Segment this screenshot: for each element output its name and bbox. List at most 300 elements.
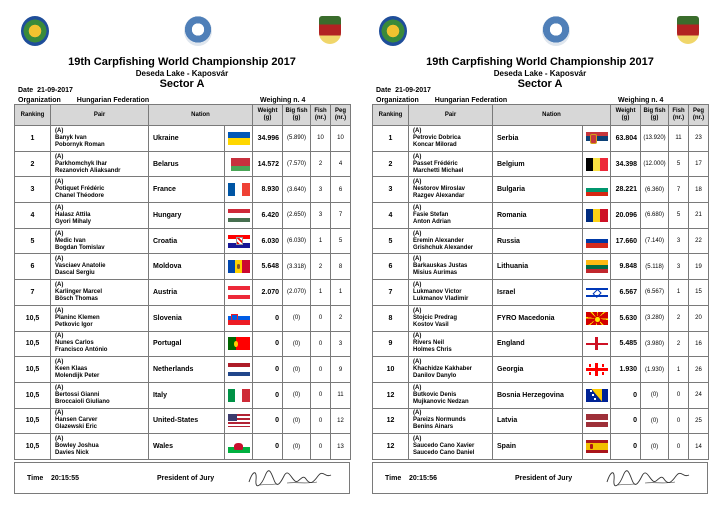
pair-cell <box>409 357 493 383</box>
big-fish-cell: (0) <box>283 305 311 331</box>
weight-cell: 28.221 <box>611 177 641 203</box>
pair-sector: (A) <box>55 256 64 263</box>
pair-angler-1: Vasciaev Anatolie <box>55 263 106 270</box>
pair-cell <box>51 254 149 280</box>
date-value: 21-09-2017 <box>37 87 73 94</box>
big-fish-cell: (0) <box>283 434 311 460</box>
pair-angler-2: Bösch Thomas <box>55 295 99 302</box>
table-row <box>15 228 351 254</box>
moldova-flag-icon <box>228 260 250 273</box>
pair-angler-1: Banyk Ivan <box>55 134 87 141</box>
championship-title: 19th Carpfishing World Championship 2017 <box>68 56 296 68</box>
pair-cell <box>51 382 149 408</box>
weight-cell: 0 <box>253 305 283 331</box>
pair-angler-2: Petkovic Igor <box>55 321 93 328</box>
weight-cell: 5.485 <box>611 331 641 357</box>
table-row <box>15 357 351 383</box>
pair-angler-2: Grishchuk Alexander <box>413 244 474 251</box>
nation-cell: Hungary <box>149 203 225 229</box>
pair-angler-2: Dascal Sergiu <box>55 270 95 277</box>
pair-sector: (A) <box>413 307 422 314</box>
pair-sector: (A) <box>55 384 64 391</box>
pair-cell <box>51 357 149 383</box>
big-fish-cell: (3.980) <box>641 331 669 357</box>
nation-cell: Bulgaria <box>493 177 583 203</box>
hungary-flag-icon <box>228 209 250 222</box>
pair-cell <box>51 434 149 460</box>
big-fish-cell: (0) <box>283 357 311 383</box>
pair-angler-2: Rezanovich Aliaksandr <box>55 167 121 174</box>
flag-cell <box>583 357 611 383</box>
weight-cell: 0 <box>611 434 641 460</box>
pair-angler-2: Gyori Mihaly <box>55 218 92 225</box>
flag-cell <box>225 280 253 306</box>
flag-cell <box>225 357 253 383</box>
weighing-number: Weighing n. 4 <box>618 97 664 104</box>
peg-cell: 26 <box>689 357 709 383</box>
ranking-cell: 12 <box>373 382 409 408</box>
pair-angler-1: Parkhomchyk Ihar <box>55 160 108 167</box>
fish-count-cell: 3 <box>311 203 331 229</box>
big-fish-cell: (5.118) <box>641 254 669 280</box>
big-fish-cell: (13.920) <box>641 126 669 152</box>
flag-cell <box>225 382 253 408</box>
peg-cell: 3 <box>331 331 351 357</box>
peg-cell: 16 <box>689 331 709 357</box>
pair-cell <box>409 151 493 177</box>
pair-cell <box>409 331 493 357</box>
ranking-cell: 10,5 <box>15 382 51 408</box>
pair-angler-2: Misius Aurimas <box>413 270 458 277</box>
nation-cell: Belgium <box>493 151 583 177</box>
pair-cell <box>409 177 493 203</box>
pair-sector: (A) <box>55 179 64 186</box>
header-pair: Pair <box>51 105 149 126</box>
nation-cell: Moldova <box>149 254 225 280</box>
peg-cell: 24 <box>689 382 709 408</box>
nation-cell: Wales <box>149 434 225 460</box>
fish-count-cell: 0 <box>669 382 689 408</box>
peg-cell: 11 <box>331 382 351 408</box>
ranking-cell: 10,5 <box>15 408 51 434</box>
weight-cell: 0 <box>253 408 283 434</box>
table-row <box>373 434 709 460</box>
peg-cell: 25 <box>689 408 709 434</box>
croatia-flag-icon <box>228 235 250 248</box>
weight-cell: 6.567 <box>611 280 641 306</box>
flag-cell <box>583 280 611 306</box>
pair-sector: (A) <box>55 410 64 417</box>
big-fish-cell: (6.360) <box>641 177 669 203</box>
footer-box <box>372 462 708 494</box>
table-row <box>373 151 709 177</box>
pair-cell <box>51 305 149 331</box>
bulgaria-flag-icon <box>586 183 608 196</box>
usa-flag-icon <box>228 414 250 427</box>
date-value: 21-09-2017 <box>395 87 431 94</box>
fish-count-cell: 10 <box>311 126 331 152</box>
pair-angler-2: Lukmanov Vladimir <box>413 295 469 302</box>
ranking-cell: 9 <box>373 331 409 357</box>
ranking-cell: 1 <box>15 126 51 152</box>
fish-count-cell: 0 <box>311 434 331 460</box>
table-row <box>373 382 709 408</box>
championship-title: 19th Carpfishing World Championship 2017 <box>426 56 654 68</box>
nation-cell: Latvia <box>493 408 583 434</box>
peg-cell: 17 <box>689 151 709 177</box>
weight-cell: 20.096 <box>611 203 641 229</box>
ranking-cell: 6 <box>15 254 51 280</box>
nation-cell: Lithuania <box>493 254 583 280</box>
pair-sector: (A) <box>413 384 422 391</box>
championship-logo-icon <box>542 16 570 46</box>
table-row <box>15 434 351 460</box>
pair-angler-1: Lukmanov Victor <box>413 288 462 295</box>
flag-cell <box>583 228 611 254</box>
ranking-cell: 4 <box>373 203 409 229</box>
jury-signature-icon <box>605 467 691 489</box>
table-header-row <box>15 105 351 126</box>
nation-cell: Netherlands <box>149 357 225 383</box>
slovenia-flag-icon <box>228 312 250 325</box>
pair-cell <box>409 434 493 460</box>
fish-count-cell: 0 <box>311 331 331 357</box>
nation-cell: FYRO Macedonia <box>493 305 583 331</box>
ranking-cell: 2 <box>373 151 409 177</box>
romania-flag-icon <box>586 209 608 222</box>
pair-angler-1: Karlinger Marcel <box>55 288 103 295</box>
big-fish-cell: (0) <box>283 408 311 434</box>
pair-angler-1: Nunes Carlos <box>55 340 94 347</box>
pair-angler-1: Planinc Klemen <box>55 314 100 321</box>
president-label: President of Jury <box>515 475 573 482</box>
table-row <box>373 357 709 383</box>
netherlands-flag-icon <box>228 363 250 376</box>
peg-cell: 21 <box>689 203 709 229</box>
latvia-flag-icon <box>586 414 608 427</box>
big-fish-cell: (7.140) <box>641 228 669 254</box>
peg-cell: 10 <box>331 126 351 152</box>
pair-sector: (A) <box>413 281 422 288</box>
pair-angler-2: Broccaioli Giuliano <box>55 398 110 405</box>
table-row <box>373 177 709 203</box>
austria-flag-icon <box>228 286 250 299</box>
header-weight: Weight (g) <box>253 105 283 126</box>
ranking-cell: 12 <box>373 408 409 434</box>
pair-angler-2: Mujkanovic Nedzan <box>413 398 469 405</box>
pair-angler-2: Francisco António <box>55 347 108 354</box>
peg-cell: 8 <box>331 254 351 280</box>
peg-cell: 20 <box>689 305 709 331</box>
big-fish-cell: (3.640) <box>283 177 311 203</box>
pair-angler-2: Davies Nick <box>55 450 89 457</box>
pair-angler-1: Rivers Neil <box>413 340 445 347</box>
ranking-cell: 10,5 <box>15 357 51 383</box>
pair-angler-1: Khachidze Kakhaber <box>413 366 473 373</box>
big-fish-cell: (3.318) <box>283 254 311 280</box>
president-label: President of Jury <box>157 475 215 482</box>
organization-value: Hungarian Federation <box>434 97 508 104</box>
pair-sector: (A) <box>55 204 64 211</box>
wales-flag-icon <box>228 440 250 453</box>
fish-count-cell: 1 <box>311 228 331 254</box>
big-fish-cell: (0) <box>283 382 311 408</box>
nation-cell: United-States <box>149 408 225 434</box>
pair-cell <box>409 203 493 229</box>
big-fish-cell: (7.570) <box>283 151 311 177</box>
pair-angler-1: Medic Ivan <box>55 237 86 244</box>
results-body <box>15 126 351 460</box>
big-fish-cell: (6.567) <box>641 280 669 306</box>
pair-angler-1: Keen Klaas <box>55 366 88 373</box>
weight-cell: 34.398 <box>611 151 641 177</box>
russia-flag-icon <box>586 235 608 248</box>
ranking-cell: 3 <box>15 177 51 203</box>
pair-cell <box>51 151 149 177</box>
results-table <box>14 104 351 460</box>
weight-cell: 0 <box>611 408 641 434</box>
header-big-fish: Big fish (g) <box>283 105 311 126</box>
header-pair: Pair <box>409 105 493 126</box>
header-fish: Fish (nr.) <box>669 105 689 126</box>
pair-angler-2: Pobornyk Roman <box>55 141 105 148</box>
pair-angler-2: Bogdan Tomislav <box>55 244 105 251</box>
pair-angler-2: Kostov Vasil <box>413 321 449 328</box>
ranking-cell: 10,5 <box>15 305 51 331</box>
peg-cell: 1 <box>331 280 351 306</box>
ranking-cell: 5 <box>373 228 409 254</box>
israel-flag-icon <box>586 286 608 299</box>
weighing-number: Weighing n. 4 <box>260 97 306 104</box>
pair-angler-1: Bowley Joshua <box>55 443 99 450</box>
pair-angler-1: Stojcic Predrag <box>413 314 458 321</box>
federation-crest-icon <box>677 16 699 44</box>
belgium-flag-icon <box>586 158 608 171</box>
ranking-cell: 5 <box>15 228 51 254</box>
peg-cell: 7 <box>331 203 351 229</box>
results-body <box>373 126 709 460</box>
date-line: Date 21-09-2017 <box>18 87 73 94</box>
big-fish-cell: (1.930) <box>641 357 669 383</box>
pair-sector: (A) <box>55 359 64 366</box>
pair-angler-1: Saucedo Cano Xavier <box>413 443 475 450</box>
big-fish-cell: (2.650) <box>283 203 311 229</box>
pair-cell <box>51 331 149 357</box>
weight-cell: 0 <box>253 331 283 357</box>
big-fish-cell: (6.030) <box>283 228 311 254</box>
pair-angler-1: Fasie Stefan <box>413 211 449 218</box>
time-value: 20:15:55 <box>51 475 80 482</box>
fish-count-cell: 7 <box>669 177 689 203</box>
pair-cell <box>409 228 493 254</box>
big-fish-cell: (12.000) <box>641 151 669 177</box>
fish-count-cell: 3 <box>669 228 689 254</box>
venue-subtitle: Deseda Lake - Kaposvár <box>135 69 229 78</box>
pair-angler-1: Butkovic Denis <box>413 391 457 398</box>
fish-count-cell: 3 <box>669 254 689 280</box>
header-ranking: Ranking <box>373 105 409 126</box>
peg-cell: 14 <box>689 434 709 460</box>
table-row <box>15 126 351 152</box>
fips-logo-icon <box>379 16 407 46</box>
fish-count-cell: 1 <box>311 280 331 306</box>
flag-cell <box>583 254 611 280</box>
peg-cell: 6 <box>331 177 351 203</box>
pair-angler-2: Koncar Milorad <box>413 141 457 148</box>
sector-title: Sector A <box>517 78 563 90</box>
belarus-flag-icon <box>228 158 250 171</box>
pair-angler-1: Barkauskas Justas <box>413 263 468 270</box>
nation-cell: Serbia <box>493 126 583 152</box>
flag-cell <box>583 126 611 152</box>
pair-angler-1: Bertossi Gianni <box>55 391 100 398</box>
fish-count-cell: 5 <box>669 203 689 229</box>
table-row <box>373 254 709 280</box>
weight-cell: 17.660 <box>611 228 641 254</box>
table-row <box>373 203 709 229</box>
pair-sector: (A) <box>413 436 422 443</box>
table-header-row <box>373 105 709 126</box>
pair-angler-2: Saucedo Cano Daniel <box>413 450 475 457</box>
flag-cell <box>583 177 611 203</box>
table-row <box>15 331 351 357</box>
big-fish-cell: (3.280) <box>641 305 669 331</box>
big-fish-cell: (0) <box>641 382 669 408</box>
serbia-flag-icon <box>586 132 608 145</box>
pair-cell <box>409 126 493 152</box>
big-fish-cell: (0) <box>283 331 311 357</box>
england-flag-icon <box>586 337 608 350</box>
time-line: Time 20:15:55 <box>27 475 80 482</box>
header-nation: Nation <box>149 105 253 126</box>
peg-cell: 18 <box>689 177 709 203</box>
table-row <box>373 331 709 357</box>
pair-sector: (A) <box>55 436 64 443</box>
pair-angler-2: Anton Adrian <box>413 218 451 225</box>
france-flag-icon <box>228 183 250 196</box>
flag-cell <box>225 177 253 203</box>
pair-angler-1: Pareizs Normunds <box>413 417 466 424</box>
pair-angler-2: Holmes Chris <box>413 347 452 354</box>
fish-count-cell: 0 <box>311 305 331 331</box>
pair-sector: (A) <box>413 179 422 186</box>
pair-cell <box>51 408 149 434</box>
fish-count-cell: 11 <box>669 126 689 152</box>
nation-cell: Portugal <box>149 331 225 357</box>
pair-angler-1: Nestorov Miroslav <box>413 186 466 193</box>
flag-cell <box>225 126 253 152</box>
table-row <box>15 382 351 408</box>
fish-count-cell: 3 <box>311 177 331 203</box>
nation-cell: Slovenia <box>149 305 225 331</box>
flag-cell <box>583 408 611 434</box>
ranking-cell: 10 <box>373 357 409 383</box>
organization-value: Hungarian Federation <box>76 97 150 104</box>
ranking-cell: 12 <box>373 434 409 460</box>
header-peg: Peg (nr.) <box>689 105 709 126</box>
ranking-cell: 7 <box>15 280 51 306</box>
peg-cell: 4 <box>331 151 351 177</box>
pair-angler-2: Razgev Alexandar <box>413 193 465 200</box>
fish-count-cell: 1 <box>669 357 689 383</box>
weight-cell: 0 <box>253 434 283 460</box>
results-sheet-left <box>8 0 356 500</box>
nation-cell: France <box>149 177 225 203</box>
nation-cell: England <box>493 331 583 357</box>
weight-cell: 34.996 <box>253 126 283 152</box>
table-row <box>373 305 709 331</box>
federation-crest-icon <box>319 16 341 44</box>
flag-cell <box>583 434 611 460</box>
table-row <box>373 228 709 254</box>
nation-cell: Austria <box>149 280 225 306</box>
table-row <box>373 280 709 306</box>
flag-cell <box>225 151 253 177</box>
bosnia-flag-icon <box>586 389 608 402</box>
pair-cell <box>51 228 149 254</box>
table-row <box>373 408 709 434</box>
pair-angler-1: Hansen Carver <box>55 417 98 424</box>
peg-cell: 2 <box>331 305 351 331</box>
pair-angler-2: Molendijk Peter <box>55 373 100 380</box>
flag-cell <box>225 203 253 229</box>
weight-cell: 9.848 <box>611 254 641 280</box>
portugal-flag-icon <box>228 337 250 350</box>
header-weight: Weight (g) <box>611 105 641 126</box>
weight-cell: 0 <box>611 382 641 408</box>
nation-cell: Ukraine <box>149 126 225 152</box>
weight-cell: 1.930 <box>611 357 641 383</box>
fish-count-cell: 0 <box>669 434 689 460</box>
ranking-cell: 3 <box>373 177 409 203</box>
pair-sector: (A) <box>55 333 64 340</box>
nation-cell: Russia <box>493 228 583 254</box>
pair-sector: (A) <box>413 359 422 366</box>
fish-count-cell: 2 <box>669 305 689 331</box>
organization-line: Organization Hungarian Federation <box>18 97 150 104</box>
pair-angler-1: Halasz Attila <box>55 211 91 218</box>
pair-cell <box>51 126 149 152</box>
ranking-cell: 1 <box>373 126 409 152</box>
ranking-cell: 10,5 <box>15 331 51 357</box>
ranking-cell: 4 <box>15 203 51 229</box>
big-fish-cell: (2.070) <box>283 280 311 306</box>
weight-cell: 14.572 <box>253 151 283 177</box>
big-fish-cell: (0) <box>641 408 669 434</box>
weight-cell: 63.804 <box>611 126 641 152</box>
pair-angler-2: Chanel Théodore <box>55 193 105 200</box>
big-fish-cell: (5.890) <box>283 126 311 152</box>
table-row <box>15 254 351 280</box>
flag-cell <box>583 305 611 331</box>
ranking-cell: 8 <box>373 305 409 331</box>
pair-angler-1: Passet Frédéric <box>413 160 458 167</box>
pair-cell <box>51 203 149 229</box>
weight-cell: 8.930 <box>253 177 283 203</box>
table-row <box>15 408 351 434</box>
weight-cell: 6.030 <box>253 228 283 254</box>
ukraine-flag-icon <box>228 132 250 145</box>
pair-angler-2: Danilov Danylo <box>413 373 457 380</box>
nation-cell: Croatia <box>149 228 225 254</box>
date-line: Date 21-09-2017 <box>376 87 431 94</box>
ranking-cell: 7 <box>373 280 409 306</box>
flag-cell <box>583 382 611 408</box>
flag-cell <box>225 408 253 434</box>
peg-cell: 9 <box>331 357 351 383</box>
pair-sector: (A) <box>413 256 422 263</box>
peg-cell: 19 <box>689 254 709 280</box>
